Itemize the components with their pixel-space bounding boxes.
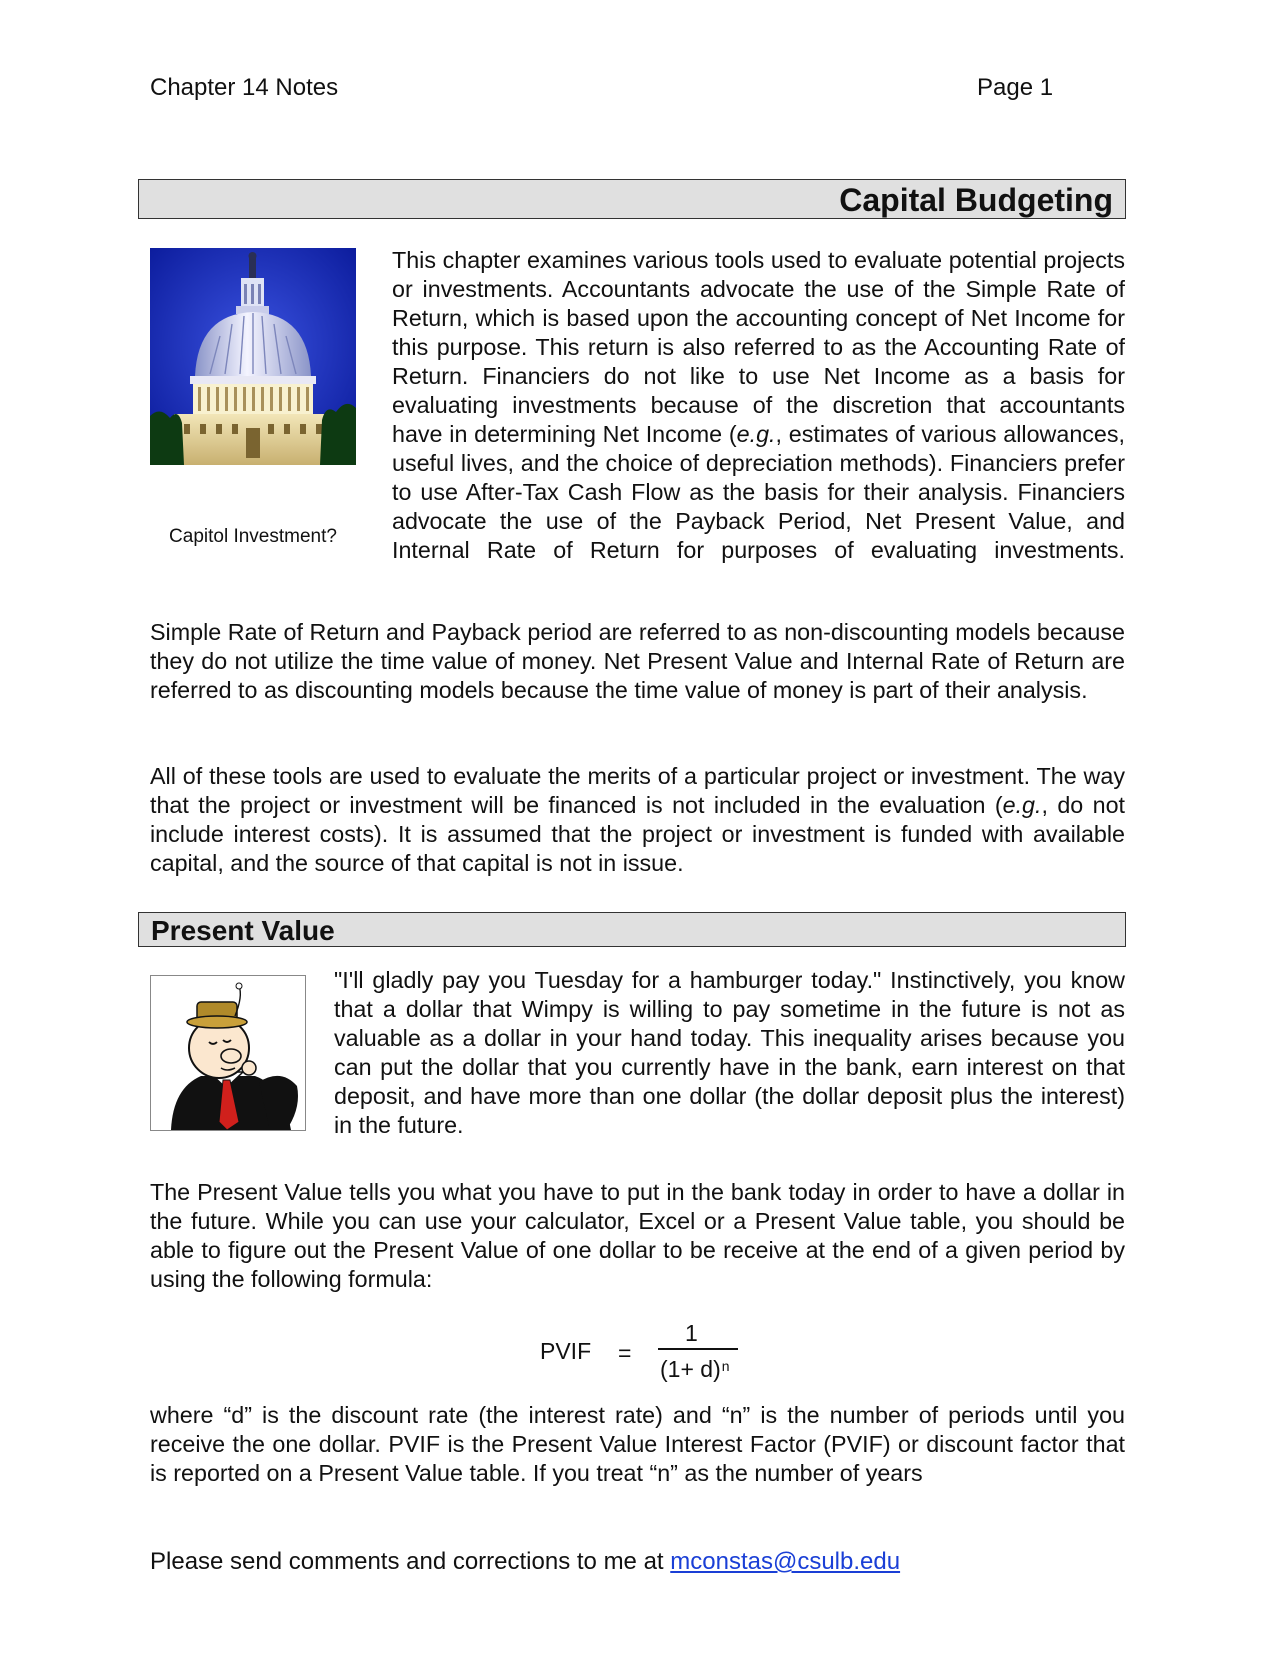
where-paragraph bbox=[150, 1401, 1125, 1488]
formula-denominator bbox=[660, 1356, 730, 1383]
evaluation-text bbox=[150, 762, 1125, 878]
page-header-title: Chapter 14 Notes bbox=[150, 74, 339, 101]
evaluation-segment: All of these tools are used to evaluate the merits of a particular project or investment. The way that the project or investment will be financed is not included in the evaluation ( bbox=[150, 763, 1125, 818]
formula-label: PVIF bbox=[540, 1338, 592, 1364]
wimpy-text: "I'll gladly pay you Tuesday for a hamburger today." Instinctively, you know that a dollar that Wimpy is willing to pay sometime in the future is not as valuable as a dollar in your hand today. This inequality arises because you can put the dollar that you currently have in the bank, earn interest on that deposit, and have more than one dollar (the dollar deposit plus the interest) in the future. bbox=[334, 967, 1125, 1138]
evaluation-segment: , do not include interest costs). It is assumed that the project or investment is funded with available capital, and the source of that capital is not in issue. bbox=[150, 792, 1126, 876]
capitol-image-caption: Capitol Investment? bbox=[169, 526, 337, 547]
footer-email-link[interactable]: mconstas@csulb.edu bbox=[670, 1548, 901, 1575]
intro-segment: , estimates of various allowances, useful lives, and the choice of depreciation methods). Financiers prefer to use After-Tax Cash Flow as the basis for their analysis. Financiers advocate the use of the Payback Period, Net Present Value, and Internal Rate of Return for purposes of evaluating investments. bbox=[392, 421, 1125, 563]
evaluation-paragraph bbox=[150, 762, 1125, 878]
intro-segment: e.g. bbox=[736, 421, 776, 447]
formula-numerator: 1 bbox=[685, 1320, 698, 1346]
evaluation-segment: e.g. bbox=[1002, 792, 1042, 818]
wimpy-paragraph bbox=[334, 966, 1125, 1140]
present-value-paragraph bbox=[150, 1178, 1125, 1294]
page-number: Page 1 bbox=[977, 74, 1054, 101]
non-discounting-paragraph bbox=[150, 618, 1125, 705]
present-value-text: The Present Value tells you what you have to put in the bank today in order to have a dollar in the future. While you can use your calculator, Excel or a Present Value table, you should be able to figure out the Present Value of one dollar to be receive at the end of a given period by using the following formula: bbox=[150, 1179, 1125, 1292]
formula-exponent: n bbox=[721, 1358, 730, 1374]
section-title-present-value: Present Value bbox=[138, 912, 1126, 947]
fraction-bar bbox=[658, 1348, 738, 1350]
wimpy-cartoon-image bbox=[150, 975, 306, 1131]
where-text: where “d” is the discount rate (the interest rate) and “n” is the number of periods until you receive the one dollar. PVIF is the Present Value Interest Factor (PVIF) or discount factor that is reported on a Present Value table. If you treat “n” as the number of years bbox=[150, 1402, 1125, 1486]
footer-text: Please send comments and corrections to me at bbox=[150, 1548, 671, 1575]
section-title-capital-budgeting: Capital Budgeting bbox=[138, 179, 1126, 219]
footer-note bbox=[150, 1548, 900, 1576]
formula-denominator-base: (1+ d) bbox=[660, 1356, 721, 1382]
intro-segment: This chapter examines various tools used to evaluate potential projects or investments. Accountants advocate the use of the Simple Rate of Return, which is based upon the accounting concept of Net Income for this purpose. This return is also referred to as the Accounting Rate of Return. Financiers do not like to use Net Income as a basis for evaluating investments because of the discretion that accountants have in determining Net Income ( bbox=[392, 247, 1125, 447]
formula-equals: = bbox=[618, 1340, 632, 1366]
non-discounting-text: Simple Rate of Return and Payback period are referred to as non-discounting models because they do not utilize the time value of money. Net Present Value and Internal Rate of Return are referred to as discounting models because the time value of money is part of their analysis. bbox=[150, 619, 1125, 703]
image-float-spacer bbox=[150, 246, 392, 549]
intro-paragraph bbox=[150, 246, 1125, 594]
